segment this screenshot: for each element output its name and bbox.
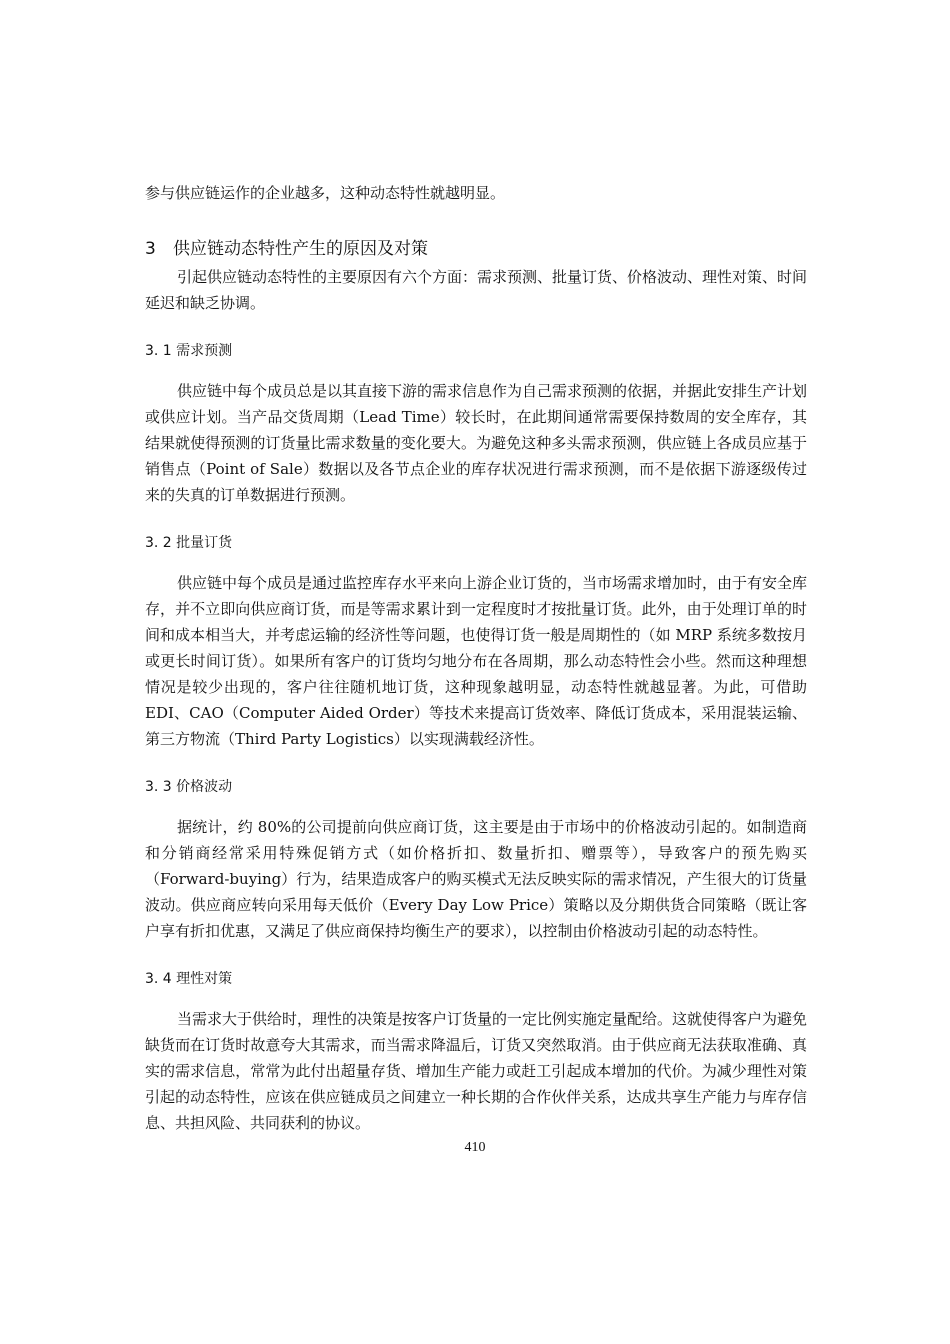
subsection-3-3-heading: 3. 3 价格波动 [145, 779, 233, 795]
subsection-3-3-body: 据统计，约 80%的公司提前向供应商订货，这主要是由于市场中的价格波动引起的。如制造商和分销商经常采用特殊促销方式（如价格折扣、数量折扣、赠票等），导致客户的预先购买（Forward-buying）行为，结果造成客户的购买模式无法反映实际的需求情况，产生很大的订货量波动。供应商应转向采用每天低价（Every Day Low Price）策略以及分期供货合同策略（既让客户享有折扣优惠，又满足了供应商保持均衡生产的要求），以控制由价格波动引起的动态特性。 [145, 818, 807, 940]
page-number: 410 [464, 1140, 486, 1155]
subsection-3-1-body: 供应链中每个成员总是以其直接下游的需求信息作为自己需求预测的依据，并据此安排生产计划或供应计划。当产品交货周期（Lead Time）较长时，在此期间通常需要保持数周的安全库存，其结果就使得预测的订货量比需求数量的变化要大。为避免这种多头需求预测，供应链上各成员应基于销售点（Point of Sale）数据以及各节点企业的库存状况进行需求预测，而不是依据下游逐级传过来的失真的订单数据进行预测。 [145, 382, 808, 504]
continuation-paragraph: 参与供应链运作的企业越多，这种动态特性就越明显。 [145, 184, 506, 202]
subsection-3-2-body: 供应链中每个成员是通过监控库存水平来向上游企业订货的，当市场需求增加时，由于有安全库存，并不立即向供应商订货，而是等需求累计到一定程度时才按批量订货。此外，由于处理订单的时间和成本相当大，并考虑运输的经济性等问题，也使得订货一般是周期性的（如 MRP 系统多数按月或更长时间订货）。如果所有客户的订货均匀地分布在各周期，那么动态特性会小些。然而这种理想情况是较少出现的，客户往往随机地订货，这种现象越明显，动态特性就越显著。为此，可借助 EDI、CAO（Computer Aided Order）等技术来提高订货效率、降低订货成本，采用混装运输、第三方物流（Third Party Logistics）以实现满载经济性。 [145, 574, 808, 748]
subsection-3-1-heading: 3. 1 需求预测 [145, 343, 233, 359]
page-body [145, 180, 807, 1136]
subsection-3-2-heading: 3. 2 批量订货 [145, 535, 233, 551]
section-3-number: 3 [145, 239, 156, 259]
section-3-intro: 引起供应链动态特性的主要原因有六个方面：需求预测、批量订货、价格波动、理性对策、时间延迟和缺乏协调。 [145, 268, 808, 312]
subsection-3-4-body: 当需求大于供给时，理性的决策是按客户订货量的一定比例实施定量配给。这就使得客户为避免缺货而在订货时故意夸大其需求，而当需求降温后，订货又突然取消。由于供应商无法获取准确、真实的需求信息，常常为此付出超量存货、增加生产能力或赶工引起成本增加的代价。为减少理性对策引起的动态特性，应该在供应链成员之间建立一种长期的合作伙伴关系，达成共享生产能力与库存信息、共担风险、共同获利的协议。 [145, 1010, 808, 1132]
subsection-3-4-heading: 3. 4 理性对策 [145, 971, 233, 987]
section-3-heading [145, 236, 807, 262]
section-3-title: 供应链动态特性产生的原因及对策 [173, 239, 428, 259]
